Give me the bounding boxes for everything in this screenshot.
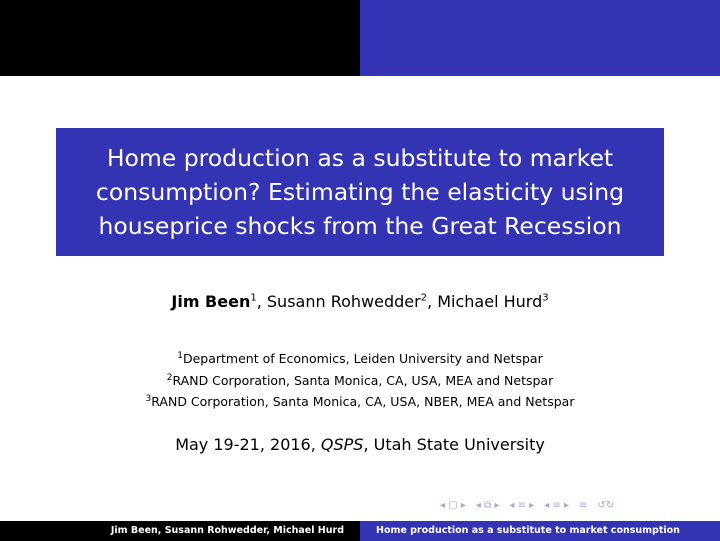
beamer-navigation-controls	[440, 500, 614, 511]
frame-nav-icon[interactable]: ◂ ▢ ▸	[440, 500, 466, 511]
author-name-3: Michael Hurd	[437, 292, 543, 311]
affiliation-2-mark: 2	[166, 372, 173, 383]
conference-name: QSPS	[320, 435, 364, 454]
footer-authors: Jim Been, Susann Rohwedder, Michael Hurd	[0, 521, 360, 541]
venue-text: , Utah State University	[363, 435, 545, 454]
author-name-1: Jim Been	[171, 292, 251, 311]
author-name-2: Susann Rohwedder	[266, 292, 421, 311]
author-separator: ,	[256, 292, 267, 311]
author-2-affiliation-mark: 2	[420, 292, 428, 304]
footer-title: Home production as a substitute to market consumption	[360, 521, 720, 541]
subsection-nav-icon[interactable]: ◂ ⧉ ▸	[475, 500, 500, 511]
affiliation-3	[0, 390, 720, 412]
affiliation-list	[0, 347, 720, 412]
author-separator: ,	[427, 292, 438, 311]
title-line-1: Home production as a substitute to market	[106, 144, 614, 172]
affiliation-1	[0, 347, 720, 369]
date-text: May 19-21, 2016,	[175, 435, 321, 454]
subsection-list-nav-icon[interactable]: ◂ ≡ ▸	[544, 500, 569, 511]
section-nav-icon[interactable]: ◂ ≡ ▸	[509, 500, 535, 511]
headline-left-panel	[0, 0, 360, 76]
author-3-affiliation-mark: 3	[542, 292, 549, 304]
affiliation-1-text: Department of Economics, Leiden University and Netspar	[182, 351, 543, 367]
headline-bar	[0, 0, 720, 76]
affiliation-2	[0, 369, 720, 391]
affiliation-3-text: RAND Corporation, Santa Monica, CA, USA, NBER, MEA and Netspar	[151, 394, 575, 410]
title-line-3: houseprice shocks from the Great Recession	[98, 212, 622, 240]
affiliation-3-mark: 3	[145, 394, 152, 405]
date-venue	[0, 435, 720, 454]
affiliation-2-text: RAND Corporation, Santa Monica, CA, USA, MEA and Netspar	[172, 372, 554, 388]
headline-right-panel	[360, 0, 720, 76]
title-block	[56, 128, 664, 256]
footer-bar	[0, 521, 720, 541]
author-1-affiliation-mark: 1	[250, 292, 257, 304]
document-nav-icon[interactable]: ≡	[578, 500, 588, 511]
author-list	[0, 292, 720, 311]
affiliation-1-mark: 1	[177, 351, 183, 361]
title-line-2: consumption? Estimating the elasticity using	[95, 178, 625, 206]
search-back-forward-icon[interactable]: ↺↻	[597, 500, 615, 511]
